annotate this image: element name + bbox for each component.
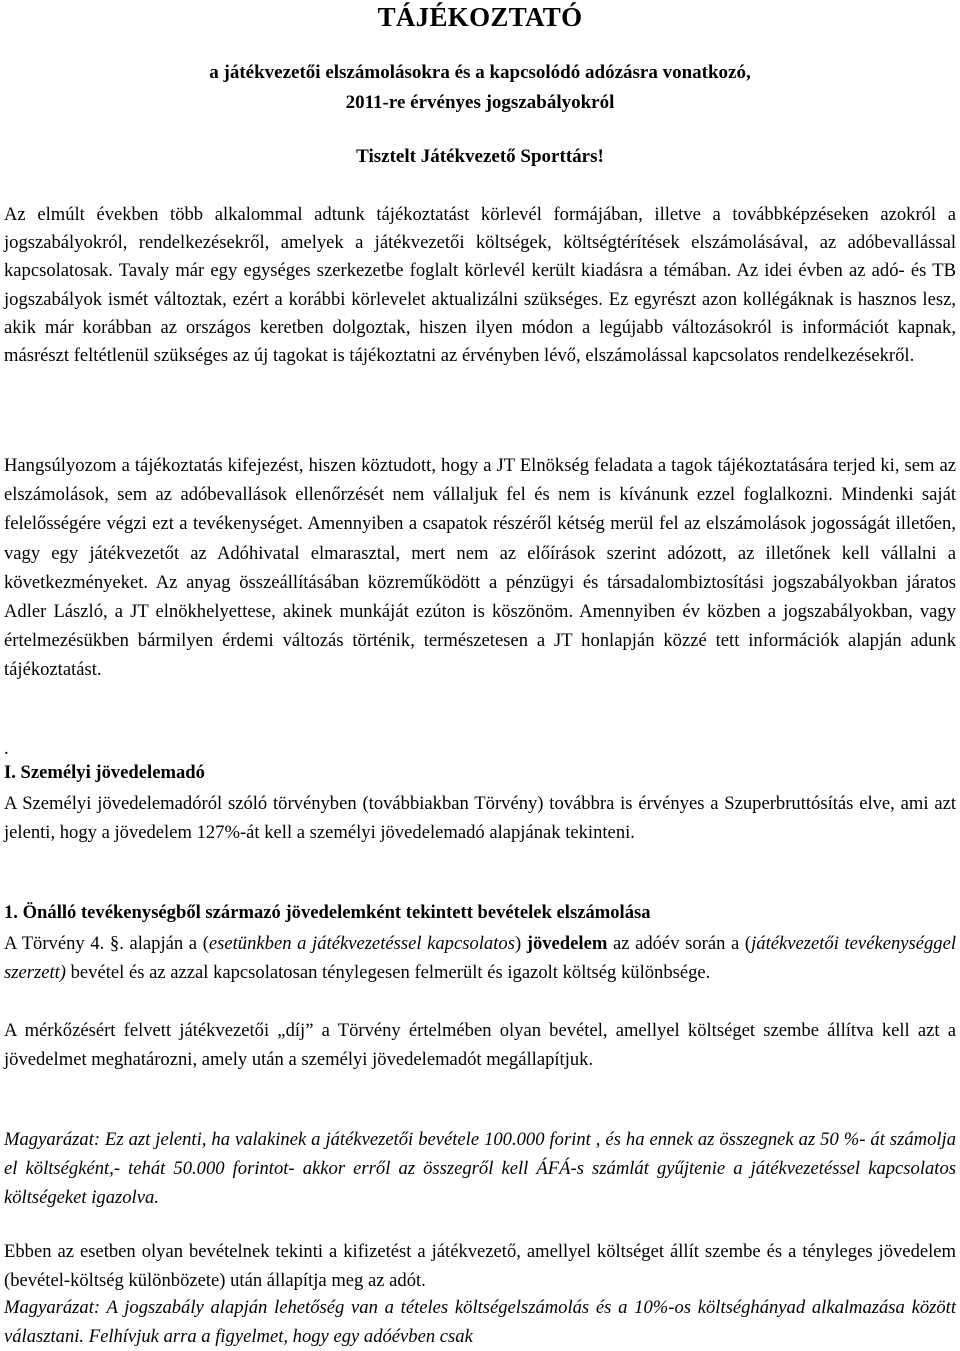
subtitle-line-2: 2011-re érvényes jogszabályokról: [345, 92, 615, 113]
subsection-heading-independent-activity: 1. Önálló tevékenységből származó jövedelemként tekintett bevételek elszámolása: [4, 902, 651, 923]
responsibility-paragraph: Hangsúlyozom a tájékoztatás kifejezést, hiszen köztudott, hogy a JT Elnökség feladata a tagok tájékoztatására terjed ki, sem az elszámolások, sem az adóbevallások ellenőrzését nem vállaljuk fel és nem is kívánunk ezzel foglalkozni. Mindenki saját felelősségére végzi ezt a tevékenységet. Amennyiben a csapatok részéről kétség merül fel az elszámolások jogosságát illetően, vagy egy játékvezetőt az Adóhivatal elmarasztal, mert nem az előírások szerint adózott, az illetőnek kell vállalni a következményeket. Az anyag összeállításában közreműködött a pénzügyi és társadalombiztosítási jogszabályokban járatos Adler László, a JT elnökhelyettese, akinek munkáját ezúton is köszönöm. Amennyiben év közben a jogszabályokban, vagy értelmezésükben bármilyen érdemi változás történik, természetesen a JT honlapján közzé tett információk alapján adunk tájékoztatást.: [4, 455, 956, 681]
section-income-tax-text: A Személyi jövedelemadóról szóló törvényben (továbbiakban Törvény) továbbra is érvényes a Szuperbruttósítás elve, ami azt jelenti, hogy a jövedelem 127%-át kell a személyi jövedelemadó alapjának tekinteni.: [4, 793, 956, 844]
subsection-paragraph-definition: A Törvény 4. §. alapján a (esetünkben a játékvezetéssel kapcsolatos) jövedelem az adóév során a (játékvezetői tevékenységgel szerzett) bevétel és az azzal kapcsolatosan ténylegesen felmerült és igazolt költség különbsége.: [4, 933, 956, 984]
section-heading-income-tax: I. Személyi jövedelemadó: [4, 762, 205, 783]
income-paragraph: Ebben az esetben olyan bevételnek tekinti a kifizetést a játékvezető, amellyel költséget állít szembe és a tényleges jövedelem (bevétel-költség különbözete) után állapítja meg az adót.: [4, 1241, 956, 1292]
stray-dot: .: [4, 738, 9, 759]
greeting: Tisztelt Játékvezető Sporttárs!: [356, 146, 604, 167]
subtitle-line-1: a játékvezetői elszámolásokra és a kapcsolódó adózásra vonatkozó,: [209, 62, 751, 83]
document-title: TÁJÉKOZTATÓ: [377, 2, 583, 32]
explanation-paragraph-1: Magyarázat: Ez azt jelenti, ha valakinek a játékvezetői bevétele 100.000 forint , és ha ennek az összegnek az 50 %- át számolja el költségként,- tehát 50.000 forintot- akkor erről az összegről kell ÁFÁ-s számlát gyűjtenie a játékvezetéssel kapcsolatos költségeket igazolva.: [4, 1129, 956, 1209]
explanation-paragraph-2: Magyarázat: A jogszabály alapján lehetőség van a tételes költségelszámolás és a 10%-os költséghányad alkalmazása között választani. Felhívjuk arra a figyelmet, hogy egy adóévben csak: [4, 1297, 956, 1348]
subsection-paragraph-fee: A mérkőzésért felvett játékvezetői „díj” a Törvény értelmében olyan bevétel, amellyel költséget szembe állítva kell azt a jövedelmet meghatározni, amely után a személyi jövedelemadót megállapítjuk.: [4, 1020, 956, 1071]
intro-paragraph: Az elmúlt években több alkalommal adtunk tájékoztatást körlevél formájában, illetve a továbbképzéseken azokról a jogszabályokról, rendelkezésekről, amelyek a játékvezetői költségek, költségtérítések elszámolásával, az adóbevallással kapcsolatosak. Tavaly már egy egységes szerkezetbe foglalt körlevél került kiadásra a témában. Az idei évben az adó- és TB jogszabályok ismét változtak, ezért a korábbi körlevelet aktualizálni szükséges. Ez egyrészt azon kollégáknak is hasznos lesz, akik már korábban az országos keretben dolgoztak, hiszen ilyen módon a legújabb változásokról is információt kapnak, másrészt feltétlenül szükséges az új tagokat is tájékoztatni az érvényben lévő, elszámolással kapcsolatos rendelkezésekről.: [4, 204, 956, 367]
